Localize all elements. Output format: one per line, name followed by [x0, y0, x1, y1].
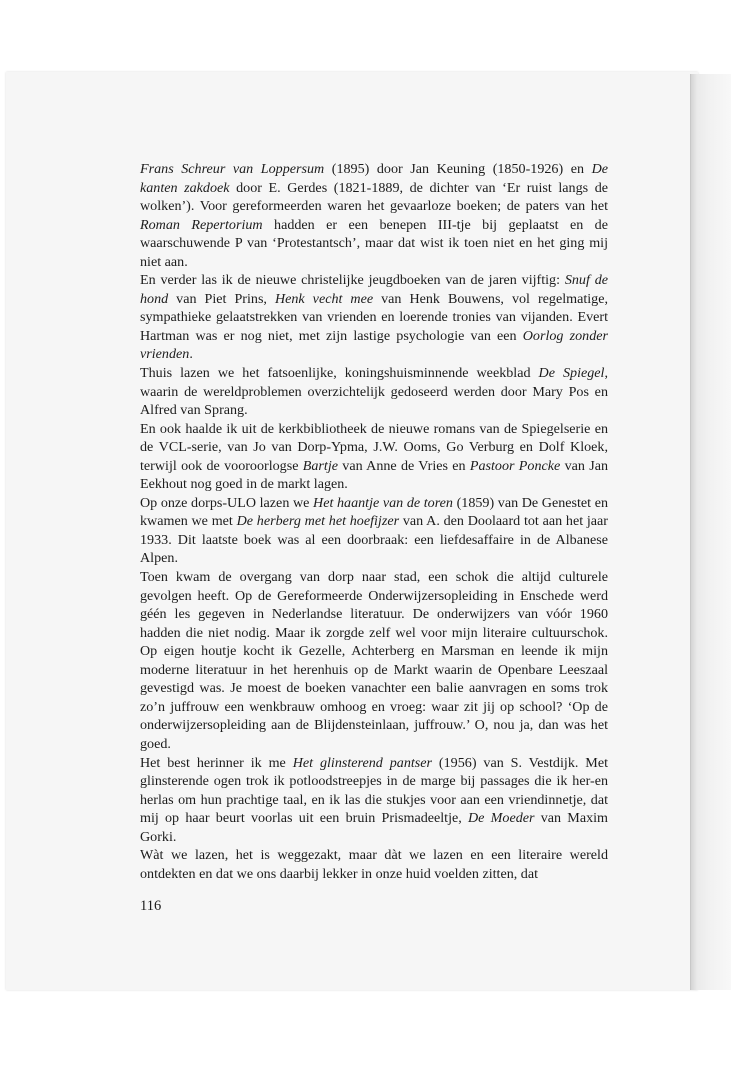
book-spine-shadow	[690, 74, 731, 990]
body-text-run: van A. den Doolaard tot aan het jaar 1933. Dit laatste boek was al een doorbraak: een liefdesaffaire in de Albanese Alpen.	[140, 513, 609, 567]
body-text-run: (1859) van De Genestet en kwamen we met	[140, 494, 608, 530]
italic-title-text: De Moeder	[468, 810, 535, 827]
body-text-run: Wàt we lazen, het is weggezakt, maar dàt we lazen en een literaire wereld ontdekten en dat we ons daarbij lekker in onze huid voelden zitten, dat	[140, 847, 608, 882]
paragraph-5	[140, 494, 608, 568]
paragraph-3	[140, 364, 608, 420]
body-text-run: (1895) door Jan Keuning (1850-1926) en	[324, 161, 592, 177]
body-text-run: Toen kwam de overgang van dorp naar stad, een schok die altijd culturele gevolgen heeft. Op de Gereformeerde Onderwijzersopleiding in Enschede werd géén les gegeven in Nederlandse literatuur. De onderwijzers van vóór 1960 hadden die niet nodig. Maar ik zorgde zelf wel voor mijn literaire cultuurschok. Op eigen houtje kocht ik Gezelle, Achterberg en Marsman en leende ik mijn moderne literatuur in het herenhuis op de Markt waarin de Openbare Leeszaal gevestigd was. Je moest de boeken vanachter een balie aanvragen en soms trok zo’n juffrouw een wenkbrauw omhoog en vroeg: waar zit jij op school? ‘Op de onderwijzersopleiding aan de Blijdensteinlaan, juffrouw.’ O, nou ja, dan was het goed.	[140, 569, 608, 752]
paragraph-7	[140, 754, 608, 847]
body-text	[140, 160, 608, 883]
italic-title-text: Pastoor Poncke	[469, 457, 561, 474]
body-text-run: En verder las ik de nieuwe christelijke jeugdboeken van de jaren vijftig:	[140, 272, 565, 289]
italic-title-text: De herberg met het hoefijzer	[236, 513, 400, 530]
body-text-run: .	[189, 346, 193, 363]
paragraph-6	[140, 568, 608, 753]
italic-title-text: Het haantje van de toren	[313, 494, 453, 511]
italic-title-text: Roman Repertorium	[140, 216, 263, 233]
italic-title-text: De Spiegel	[538, 365, 605, 382]
italic-title-text: Bartje	[302, 457, 338, 474]
italic-title-text: Frans Schreur van Loppersum	[140, 161, 325, 177]
italic-title-text: Oorlog zonder vrienden	[140, 327, 608, 363]
body-text-run: van Jan Eekhout nog goed in de markt lagen.	[140, 457, 608, 493]
body-text-run: , waarin de wereldproblemen overzichtelijk gedoseerd werden door Mary Pos en Alfred van Sprang.	[140, 365, 608, 419]
paragraph-2	[140, 271, 608, 364]
body-text-run: Het best herinner ik me	[140, 754, 293, 771]
italic-title-text: Het glinsterend pantser	[292, 754, 433, 771]
body-text-run: door E. Gerdes (1821-1889, de dichter van ‘Er ruist langs de wolken’). Voor gereformeerden waren het gevaarloze boeken; de paters van het	[140, 179, 608, 215]
paragraph-4	[140, 420, 608, 494]
body-text-run: (1956) van S. Vestdijk. Met glinsterende ogen trok ik potloodstreepjes in de marge bij passages die ik her-en herlas om hun prachtige taal, en ik las die stukjes voor aan een vriendinnetje, dat mij op haar beurt voorlas uit een bruin Prismadeeltje,	[140, 754, 608, 827]
italic-title-text: Snuf de hond	[140, 272, 608, 307]
body-text-run: Thuis lazen we het fatsoenlijke, koningshuisminnende weekblad	[140, 365, 539, 382]
italic-title-text: Henk vecht mee	[274, 290, 374, 307]
body-text-run: van Maxim Gorki.	[140, 810, 609, 845]
body-text-run: En ook haalde ik uit de kerkbibliotheek de nieuwe romans van de Spiegelserie en de VCL-serie, van Jo van Dorp-Ypma, J.W. Ooms, Go Verburg en Dolf Kloek, terwijl ook de vooroorlogse	[140, 420, 608, 474]
italic-title-text: De kanten zakdoek	[140, 161, 608, 196]
paragraph-1	[140, 160, 608, 271]
body-text-run: Op onze dorps-ULO lazen we	[140, 494, 314, 511]
page-number: 116	[140, 898, 162, 914]
body-text-run: van Piet Prins,	[168, 290, 275, 307]
body-text-run: van Henk Bouwens, vol regelmatige, sympathieke gelaatstrekken van vrienden en loerende tronies van vijanden. Evert Hartman was er nog niet, met zijn lastige psychologie van een	[140, 290, 609, 344]
body-text-run: hadden er een benepen III-tje bij geplaatst en de waarschuwende P van ‘Protestantsch’, maar dat wist ik toen niet en het ging mij niet aan.	[140, 216, 608, 270]
paragraph-8	[140, 846, 608, 883]
body-text-run: van Anne de Vries en	[338, 457, 470, 474]
